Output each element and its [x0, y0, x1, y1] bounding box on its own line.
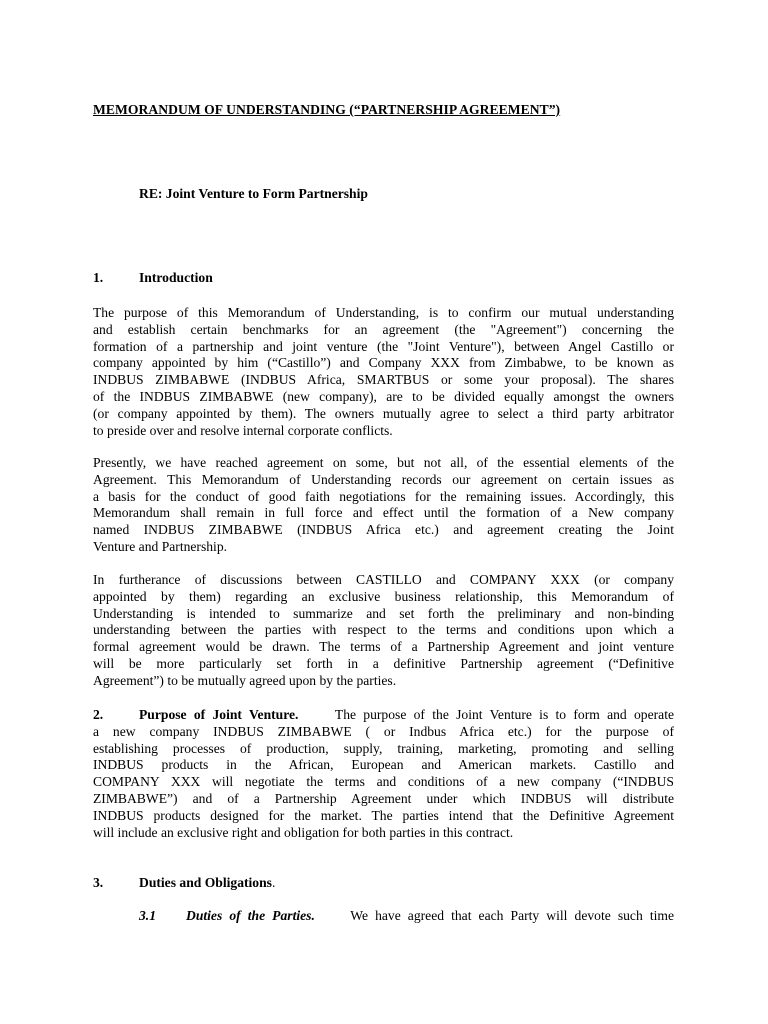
- paragraph-line: INDBUS ZIMBABWE (INDBUS Africa, SMARTBUS or some your proposal). The shares: [93, 372, 674, 388]
- section-1-number: 1.: [93, 270, 104, 285]
- section-1-heading: [93, 270, 213, 286]
- paragraph-line: formal agreement would be drawn. The terms of a Partnership Agreement and joint venture: [93, 639, 674, 655]
- paragraph-line: establishing processes of production, supply, training, marketing, promoting and selling: [93, 740, 674, 756]
- subsection-3-1-title: Duties of the Parties.: [186, 908, 315, 923]
- paragraph-line: ZIMBABWE”) and of a Partnership Agreement under which INDBUS will distribute: [93, 790, 674, 806]
- paragraph-line: In furtherance of discussions between CASTILLO and COMPANY XXX (or company: [93, 572, 674, 587]
- section-3-heading: [93, 875, 275, 891]
- paragraph-line: understanding between the parties with respect to the terms and conditions upon which a: [93, 622, 674, 638]
- paragraph-line: Understanding is intended to summarize and set forth the preliminary and non-binding: [93, 605, 674, 621]
- paragraph-line: formation of a partnership and joint venture (the "Joint Venture"), between Angel Castillo or: [93, 338, 674, 354]
- paragraph-line: will be more particularly set forth in a definitive Partnership agreement (“Definitive: [93, 655, 674, 671]
- subsection-3-1-number: 3.1: [139, 908, 156, 923]
- paragraph-line: named INDBUS ZIMBABWE (INDBUS Africa etc.) and agreement creating the Joint: [93, 522, 674, 538]
- paragraph-line: Agreement”) to be mutually agreed upon by the parties.: [93, 672, 397, 688]
- document-title: MEMORANDUM OF UNDERSTANDING (“PARTNERSHIP AGREEMENT”): [93, 102, 561, 117]
- intro-paragraph-2: [93, 455, 674, 556]
- paragraph-line: INDBUS products in the African, European and American markets. Castillo and: [93, 757, 674, 773]
- paragraph-line: Presently, we have reached agreement on some, but not all, of the essential elements of the: [93, 455, 674, 470]
- section-3-number: 3.: [93, 875, 104, 890]
- paragraph-line: a basis for the conduct of good faith negotiations for the remaining issues. Accordingly, this: [93, 488, 674, 504]
- section-2-first-line-text: The purpose of the Joint Venture is to form and operate: [334, 707, 675, 722]
- paragraph-line: The purpose of this Memorandum of Understanding, is to confirm our mutual understanding: [93, 305, 674, 320]
- subsection-3-1: [139, 908, 674, 925]
- paragraph-line: will include an exclusive right and obligation for both parties in this contract.: [93, 824, 514, 840]
- paragraph-line: Venture and Partnership.: [93, 538, 228, 554]
- paragraph-line: (or company appointed by them). The owners mutually agree to select a third party arbitrator: [93, 405, 674, 421]
- subsection-3-1-text: We have agreed that each Party will devote such time: [350, 908, 674, 923]
- paragraph-line: COMPANY XXX will negotiate the terms and conditions of a new company (“INDBUS: [93, 774, 674, 790]
- subject-line: RE: Joint Venture to Form Partnership: [139, 186, 368, 201]
- section-2-paragraph: [93, 707, 674, 841]
- section-3-title-period: .: [271, 875, 276, 890]
- paragraph-line: to preside over and resolve internal corporate conflicts.: [93, 422, 393, 438]
- paragraph-line: Agreement. This Memorandum of Understanding records our agreement on certain issues as: [93, 471, 674, 487]
- paragraph-line: a new company INDBUS ZIMBABWE ( or Indbus Africa etc.) for the purpose of: [93, 723, 674, 739]
- section-1-title: Introduction: [139, 270, 213, 285]
- intro-paragraph-1: [93, 305, 674, 439]
- section-2-number: 2.: [93, 707, 104, 722]
- paragraph-line: of the INDBUS ZIMBABWE (new company), are to be divided equally amongst the owners: [93, 388, 674, 404]
- paragraph-line: INDBUS products designed for the market. The parties intend that the Definitive Agreement: [93, 807, 674, 823]
- section-2-first-line: [93, 707, 674, 724]
- paragraph-line: Memorandum shall remain in full force and effect until the formation of a New company: [93, 505, 674, 521]
- paragraph-line: appointed by them) regarding an exclusive business relationship, this Memorandum of: [93, 588, 674, 604]
- paragraph-line: and establish certain benchmarks for an agreement (the "Agreement") concerning the: [93, 321, 674, 337]
- intro-paragraph-3: [93, 572, 674, 690]
- section-3-title: Duties and Obligations: [139, 875, 272, 890]
- paragraph-line: company appointed by him (“Castillo”) and Company XXX from Zimbabwe, to be known as: [93, 355, 674, 371]
- section-2-title: Purpose of Joint Venture.: [139, 707, 299, 722]
